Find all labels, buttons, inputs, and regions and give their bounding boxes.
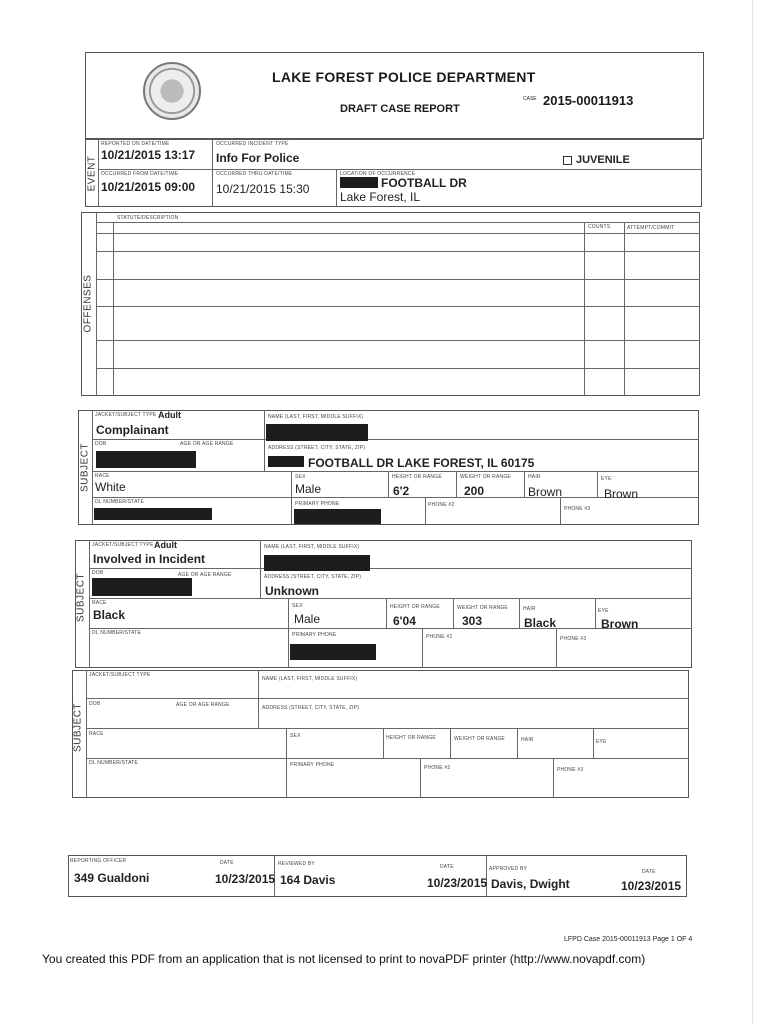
height-label: HEIGHT OR RANGE — [386, 735, 436, 741]
statute-label: STATUTE/DESCRIPTION — [117, 215, 179, 221]
race-label: RACE — [92, 600, 107, 606]
checkbox-icon — [563, 156, 572, 165]
subject-3-section-label: SUBJECT — [72, 702, 84, 753]
subject-1-col-divider — [597, 471, 598, 497]
redaction — [266, 424, 368, 441]
subject-3-col-divider — [286, 728, 287, 798]
offenses-index-divider — [113, 222, 114, 396]
redaction — [96, 451, 196, 468]
offenses-counts-divider — [584, 222, 585, 396]
subject-2-weight: 303 — [462, 614, 483, 628]
hair-label: HAIR — [521, 737, 534, 743]
subject-3-col-divider — [383, 728, 384, 758]
subject-1-col-divider — [560, 497, 561, 525]
weight-label: WEIGHT OR RANGE — [454, 736, 505, 742]
approved-date: 10/23/2015 — [621, 879, 682, 893]
subject-3-row-line — [86, 728, 689, 729]
reviewed-label: REVIEWED BY — [278, 861, 315, 867]
officer-date: 10/23/2015 — [215, 872, 276, 886]
event-side-divider — [98, 139, 99, 207]
dob-label: DOB — [92, 570, 104, 576]
date-label: DATE — [220, 860, 234, 866]
hair-label: HAIR — [523, 606, 536, 612]
subject-1-row-line — [92, 471, 699, 472]
subject-2-section-label: SUBJECT — [75, 572, 87, 623]
subject-1-weight: 200 — [464, 484, 485, 498]
subject-3-row-line — [86, 698, 689, 699]
scan-edge — [752, 0, 753, 1024]
report-type: DRAFT CASE REPORT — [340, 103, 460, 115]
eye-label: EYE — [598, 608, 609, 614]
subject-type-label: JACKET/SUBJECT TYPE — [92, 542, 154, 548]
redaction — [264, 555, 370, 571]
offense-row-line — [96, 279, 700, 280]
thru-label: OCCURRED THRU DATE/TIME — [216, 171, 293, 177]
redaction — [268, 456, 304, 467]
subject-2-row-line — [89, 568, 692, 569]
occurred-from: 10/21/2015 09:00 — [101, 180, 196, 194]
subject-2-address: Unknown — [265, 584, 319, 598]
subject-2-col-divider — [453, 598, 454, 628]
subject-type-label: JACKET/SUBJECT TYPE — [95, 412, 157, 418]
department-title: LAKE FOREST POLICE DEPARTMENT — [272, 69, 536, 85]
incident-type-label: OCCURRED INCIDENT TYPE — [216, 141, 289, 147]
redaction — [294, 509, 381, 524]
address-label: ADDRESS (STREET, CITY, STATE, ZIP) — [264, 574, 362, 580]
hair-label: HAIR — [528, 474, 541, 480]
subject-1-row-line — [92, 439, 699, 440]
page-info: LFPD Case 2015-00011913 Page 1 OF 4 — [564, 936, 693, 943]
age-label: AGE OR AGE RANGE — [176, 702, 230, 708]
offense-row-line — [96, 251, 700, 252]
subject-1-eye: Brown — [604, 487, 639, 501]
subject-3-col-divider — [553, 758, 554, 798]
weight-label: WEIGHT OR RANGE — [460, 474, 511, 480]
redaction — [290, 644, 376, 660]
case-label: CASE — [523, 96, 537, 102]
offense-row-line — [96, 368, 700, 369]
subject-2-col-divider — [288, 598, 289, 668]
dl-label: DL NUMBER/STATE — [92, 630, 142, 636]
height-label: HEIGHT OR RANGE — [392, 474, 442, 480]
subject-2-col-divider — [422, 628, 423, 668]
subject-1-address: FOOTBALL DR LAKE FOREST, IL 60175 — [308, 456, 535, 470]
subject-1-hair: Brown — [528, 485, 563, 499]
age-label: AGE OR AGE RANGE — [178, 572, 232, 578]
subject-2-race: Black — [93, 608, 126, 622]
subject-3-section — [72, 670, 689, 798]
subject-2-col-divider — [519, 598, 520, 628]
from-label: OCCURRED FROM DATE/TIME — [101, 171, 179, 177]
juvenile-label: JUVENILE — [576, 154, 630, 166]
subject-1-type-prefix: Adult — [158, 410, 181, 420]
attempt-label: ATTEMPT/COMMIT — [627, 225, 675, 231]
reviewed-date: 10/23/2015 — [427, 876, 488, 890]
subject-1-race: White — [95, 480, 126, 494]
location-line-2: Lake Forest, IL — [340, 190, 421, 204]
dl-label: DL NUMBER/STATE — [95, 499, 145, 505]
approved-label: APPROVED BY — [489, 866, 528, 872]
subject-1-col-divider — [456, 471, 457, 497]
reporting-officer: 349 Gualdoni — [74, 871, 150, 885]
subject-3-col-divider — [420, 758, 421, 798]
redaction — [92, 578, 192, 596]
reported-label: REPORTED ON DATE/TIME — [101, 141, 170, 147]
occurred-thru: 10/21/2015 15:30 — [216, 182, 310, 196]
counts-label: COUNTS — [588, 224, 611, 230]
dob-label: DOB — [95, 441, 107, 447]
subject-3-col-divider — [258, 670, 259, 728]
subject-2-row-line — [89, 598, 692, 599]
phone3-label: PHONE #3 — [564, 506, 591, 512]
event-section-label: EVENT — [86, 155, 98, 192]
subject-3-row-line — [86, 758, 689, 759]
offense-row-line — [96, 306, 700, 307]
subject-1-height: 6'2 — [393, 484, 410, 498]
name-label: NAME (LAST, FIRST, MIDDLE SUFFIX) — [268, 414, 364, 420]
event-col-divider-2 — [336, 169, 337, 207]
age-label: AGE OR AGE RANGE — [180, 441, 234, 447]
subject-1-role: Complainant — [96, 423, 169, 437]
location-label: LOCATION OF OCCURRENCE — [340, 171, 416, 177]
subject-2-col-divider — [595, 598, 596, 628]
date-label: DATE — [440, 864, 454, 870]
offense-row-line — [96, 233, 700, 234]
date-label: DATE — [642, 869, 656, 875]
subject-1-col-divider — [425, 497, 426, 525]
phone3-label: PHONE #3 — [560, 636, 587, 642]
dob-label: DOB — [89, 701, 101, 707]
subject-1-col-divider — [264, 410, 265, 471]
incident-type: Info For Police — [216, 151, 300, 165]
reviewed-by: 164 Davis — [280, 873, 336, 887]
sex-label: SEX — [290, 733, 301, 739]
offense-row-line — [96, 340, 700, 341]
subject-2-hair: Black — [524, 616, 557, 630]
subject-2-eye: Brown — [601, 617, 639, 631]
height-label: HEIGHT OR RANGE — [390, 604, 440, 610]
offenses-section-label: OFFENSES — [82, 274, 94, 333]
phone2-label: PHONE #2 — [424, 765, 451, 771]
subject-2-sex: Male — [294, 612, 321, 626]
subject-2-type-prefix: Adult — [154, 540, 177, 550]
subject-3-side-divider — [86, 670, 87, 798]
subject-1-col-divider — [388, 471, 389, 497]
subject-3-col-divider — [517, 728, 518, 758]
juvenile-checkbox — [563, 154, 630, 166]
weight-label: WEIGHT OR RANGE — [457, 605, 508, 611]
subject-2-side-divider — [89, 540, 90, 668]
phone3-label: PHONE #3 — [557, 767, 584, 773]
primary-phone-label: PRIMARY PHONE — [295, 501, 340, 507]
novapdf-notice: You created this PDF from an application that is not licensed to print to novaPDF printer (http://www.novapdf.com) — [42, 952, 646, 966]
primary-phone-label: PRIMARY PHONE — [290, 762, 335, 768]
subject-2-height: 6'04 — [393, 614, 416, 628]
race-label: RACE — [95, 473, 110, 479]
eye-label: EYE — [596, 739, 607, 745]
police-seal-icon — [143, 62, 201, 120]
subject-2-role: Involved in Incident — [93, 552, 206, 566]
offense-row-line — [96, 222, 700, 223]
subject-1-col-divider — [524, 471, 525, 497]
reported-datetime: 10/21/2015 13:17 — [101, 148, 196, 162]
redaction — [340, 177, 378, 188]
subject-1-col-divider — [291, 471, 292, 525]
offenses-attempt-divider — [624, 222, 625, 396]
officer-label: REPORTING OFFICER — [70, 858, 127, 864]
name-label: NAME (LAST, FIRST, MIDDLE SUFFIX) — [264, 544, 360, 550]
approved-by: Davis, Dwight — [491, 877, 570, 891]
primary-phone-label: PRIMARY PHONE — [292, 632, 337, 638]
subject-2-col-divider — [386, 598, 387, 628]
address-label: ADDRESS (STREET, CITY, STATE, ZIP) — [268, 445, 366, 451]
redaction — [94, 508, 212, 520]
subject-3-col-divider — [593, 728, 594, 758]
event-row-divider — [98, 169, 702, 170]
address-label: ADDRESS (STREET, CITY, STATE, ZIP) — [262, 705, 360, 711]
subject-1-section-label: SUBJECT — [79, 442, 91, 493]
subject-2-col-divider — [556, 628, 557, 668]
eye-label: EYE — [601, 476, 612, 482]
event-col-divider-1 — [212, 139, 213, 207]
signoff-section — [68, 855, 687, 897]
subject-type-label: JACKET/SUBJECT TYPE — [89, 672, 151, 678]
phone2-label: PHONE #2 — [428, 502, 455, 508]
sex-label: SEX — [295, 474, 306, 480]
name-label: NAME (LAST, FIRST, MIDDLE SUFFIX) — [262, 676, 358, 682]
dl-label: DL NUMBER/STATE — [89, 760, 139, 766]
race-label: RACE — [89, 731, 104, 737]
location-line-1: FOOTBALL DR — [381, 176, 467, 190]
case-number: 2015-00011913 — [543, 93, 634, 108]
subject-2-col-divider — [260, 540, 261, 598]
subject-3-col-divider — [450, 728, 451, 758]
sex-label: SEX — [292, 603, 303, 609]
subject-1-sex: Male — [295, 482, 322, 496]
phone2-label: PHONE #2 — [426, 634, 453, 640]
subject-1-side-divider — [92, 410, 93, 525]
